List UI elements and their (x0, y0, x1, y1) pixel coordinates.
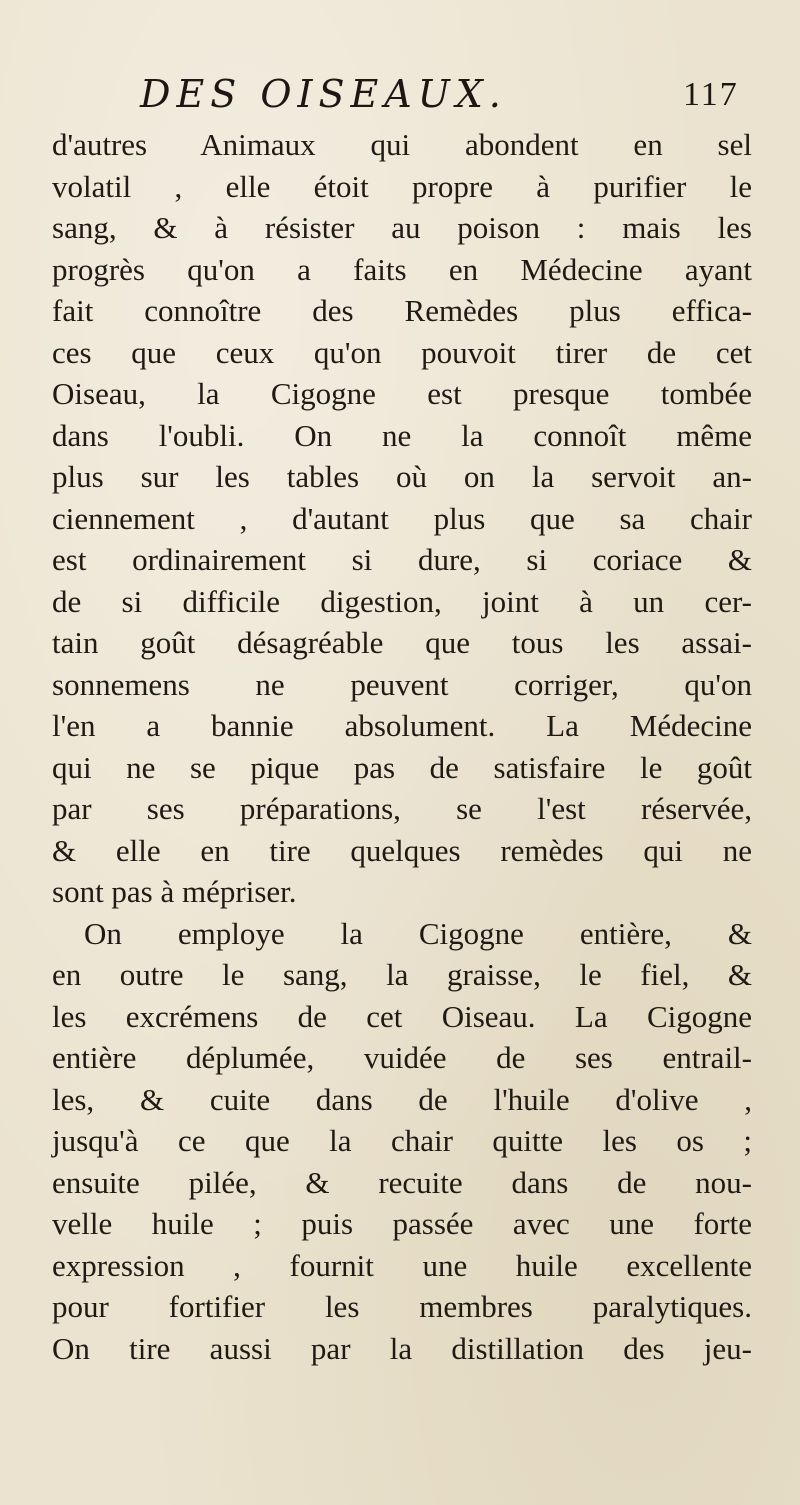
text-line-10: ciennement , d'autant plus que sa chair (52, 500, 752, 536)
text-line-26: ensuite pilée, & recuite dans de nou- (52, 1164, 752, 1200)
text-line-19: sont pas à mépriser. (52, 874, 297, 909)
text-line-18: & elle en tire quelques remèdes qui ne (52, 832, 752, 868)
body-text (52, 124, 752, 1369)
text-line-25: jusqu'à ce que la chair quitte les os ; (52, 1123, 752, 1158)
text-line-3: sang, & à résister au poison : mais les (52, 210, 752, 245)
text-line-16: qui ne se pique pas de satisfaire le goût (52, 749, 752, 785)
text-line-13: tain goût désagréable que tous les assai- (52, 625, 752, 660)
text-line-29: pour fortifier les membres paralytiques. (52, 1289, 752, 1324)
text-line-22: les excrémens de cet Oiseau. La Cigogne (52, 998, 752, 1034)
page-header (0, 66, 800, 126)
text-line-8: dans l'oubli. On ne la connoît même (52, 417, 752, 453)
text-line-20: On employe la Cigogne entière, & (84, 915, 752, 951)
text-line-23: entière déplumée, vuidée de ses entrail- (52, 1040, 752, 1075)
page-number: 117 (683, 76, 739, 113)
text-line-1: d'autres Animaux qui abondent en sel (52, 127, 752, 162)
text-line-17: par ses préparations, se l'est réservée, (52, 791, 752, 826)
text-line-15: l'en a bannie absolument. La Médecine (52, 708, 752, 743)
text-line-14: sonnemens ne peuvent corriger, qu'on (52, 666, 752, 702)
text-line-5: fait connoître des Remèdes plus effica- (52, 293, 752, 328)
text-line-12: de si difficile digestion, joint à un cer- (52, 583, 752, 619)
text-line-21: en outre le sang, la graisse, le fiel, & (52, 957, 752, 992)
text-line-28: expression , fournit une huile excellente (52, 1247, 752, 1283)
text-line-30: On tire aussi par la distillation des jeu- (52, 1330, 752, 1366)
text-line-27: velle huile ; puis passée avec une forte (52, 1206, 752, 1241)
text-line-24: les, & cuite dans de l'huile d'olive , (52, 1081, 752, 1117)
text-line-2: volatil , elle étoit propre à purifier le (52, 168, 752, 204)
text-line-6: ces que ceux qu'on pouvoit tirer de cet (52, 334, 752, 370)
text-line-11: est ordinairement si dure, si coriace & (52, 542, 752, 577)
text-line-9: plus sur les tables où on la servoit an- (52, 459, 752, 494)
text-line-4: progrès qu'on a faits en Médecine ayant (52, 251, 752, 287)
text-line-7: Oiseau, la Cigogne est presque tombée (52, 376, 752, 411)
running-title: DES OISEAUX. (140, 72, 507, 116)
